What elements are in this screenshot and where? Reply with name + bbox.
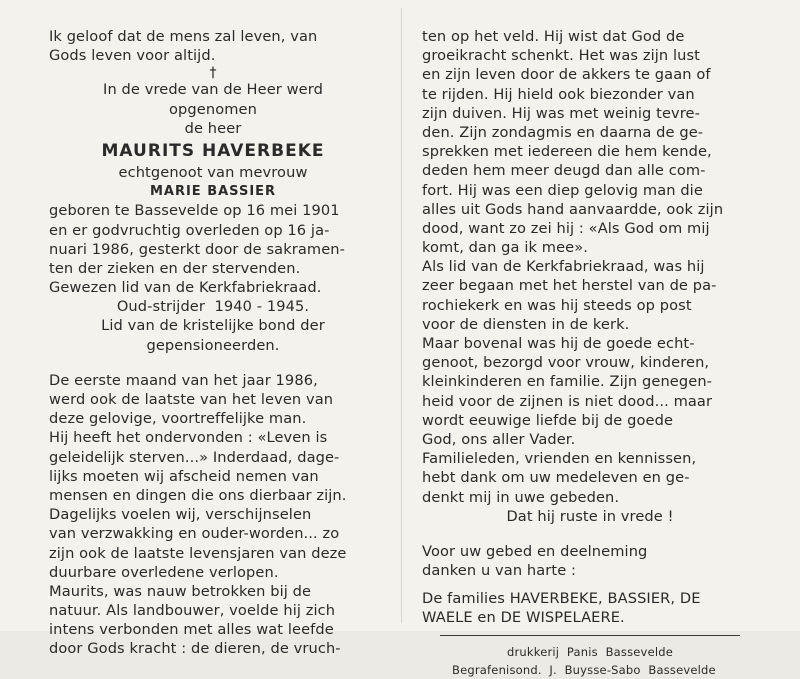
- memoir-line: zeer begaan met het herstel van de pa-: [422, 277, 717, 295]
- announce-line: opgenomen: [169, 100, 257, 118]
- bio-line: geboren te Bassevelde op 16 mei 1901: [49, 202, 340, 220]
- memoir-line: rochiekerk en was hij steeds op post: [422, 296, 692, 314]
- memoir-line: deden hem meer deugd dan alle com-: [422, 162, 706, 180]
- intro-line: Ik geloof dat de mens zal leven, van: [49, 28, 318, 45]
- divider-rule: [440, 635, 740, 636]
- families-line: WAELE en DE WISPELAERE.: [422, 609, 625, 627]
- spacer: [49, 355, 377, 371]
- memoir-line: fort. Hij was een diep gelovig man die: [422, 181, 703, 199]
- role-line: gepensioneerden.: [146, 336, 280, 354]
- funeral-home-credit: Begrafenisond. J. Buysse-Sabo Bassevelde: [452, 662, 716, 677]
- deceased-name: MAURITS HAVERBEKE: [101, 140, 325, 161]
- memoir-line: komt, dan ga ik mee».: [422, 239, 589, 257]
- memoir-line: mensen en dingen die ons dierbaar zijn.: [49, 486, 347, 504]
- memoir-line: denkt mij in uwe gebeden.: [422, 488, 620, 506]
- spouse-name: MARIE BASSIER: [149, 184, 277, 200]
- rest-in-peace: Dat hij ruste in vrede !: [506, 507, 674, 525]
- memoir-line: heid voor de zijnen is niet dood... maar: [422, 392, 713, 410]
- bio-line: nuari 1986, gesterkt door de sakramen-: [49, 240, 346, 258]
- announce-line: de heer: [184, 119, 242, 137]
- memoir-line: kleinkinderen en familie. Zijn genegen-: [422, 373, 713, 391]
- memoir-line: God, ons aller Vader.: [422, 430, 576, 448]
- memoir-line: voor de diensten in de kerk.: [422, 315, 630, 333]
- announce-line: In de vrede van de Heer werd: [103, 81, 323, 99]
- memoir-line: ten op het veld. Hij wist dat God de: [422, 28, 685, 45]
- role-line: Oud-strijder 1940 - 1945.: [116, 298, 310, 316]
- memoir-line: deze gelovige, voortreffelijke man.: [49, 410, 307, 428]
- memoir-line: zijn ook de laatste levensjaren van deze: [49, 544, 347, 562]
- memoir-line: dood, want zo zei hij : «Als God om mij: [422, 219, 710, 237]
- thanks-line: danken u van harte :: [422, 562, 577, 580]
- left-page: [49, 27, 377, 659]
- memoir-line: Maurits, was nauw betrokken bij de: [49, 582, 312, 600]
- memoir-line: hebt dank om uw medeleven en ge-: [422, 469, 690, 487]
- spacer: [422, 580, 758, 589]
- memoir-line: den. Zijn zondagmis en daarna de ge-: [422, 123, 704, 141]
- memoir-line: Familieleden, vrienden en kennissen,: [422, 450, 697, 468]
- families-line: De families HAVERBEKE, BASSIER, DE: [422, 590, 701, 608]
- memoir-line: geleidelijk sterven...» Inderdaad, dage-: [49, 448, 340, 466]
- spouse-intro: echtgenoot van mevrouw: [118, 163, 308, 181]
- memoir-line: zijn duiven. Hij was met weinig tevre-: [422, 104, 701, 122]
- right-page: [422, 27, 758, 679]
- memoir-line: De eerste maand van het jaar 1986,: [49, 371, 318, 389]
- memoir-line: intens verbonden met alles wat leefde: [49, 621, 334, 639]
- memoir-line: Dagelijks voelen wij, verschijnselen: [49, 506, 312, 524]
- thanks-line: Voor uw gebed en deelneming: [422, 542, 648, 560]
- intro-line: Gods leven voor altijd.: [49, 47, 216, 65]
- memoir-line: te rijden. Hij hield ook biezonder van: [422, 85, 695, 103]
- memoir-line: alles uit Gods hand aanvaardde, ook zijn: [422, 200, 724, 218]
- role-line: Gewezen lid van de Kerkfabriekraad.: [49, 279, 322, 297]
- memoir-line: door Gods kracht : de dieren, de vruch-: [49, 640, 341, 658]
- spacer: [422, 526, 758, 542]
- bio-line: en er godvruchtig overleden op 16 ja-: [49, 221, 330, 239]
- memoir-line: groeikracht schenkt. Het was zijn lust: [422, 47, 701, 65]
- center-fold: [401, 8, 402, 623]
- memoir-line: Maar bovenal was hij de goede echt-: [422, 335, 695, 352]
- memoir-line: werd ook de laatste van het leven van: [49, 391, 334, 408]
- memoir-line: wordt eeuwige liefde bij de goede: [422, 411, 674, 429]
- cross-symbol: †: [209, 65, 217, 82]
- memoir-line: Hij heeft het ondervonden : «Leven is: [49, 429, 328, 447]
- memoir-line: en zijn leven door de akkers te gaan of: [422, 66, 711, 84]
- memoir-line: van verzwakking en ouder-worden... zo: [49, 525, 340, 543]
- role-line: Lid van de kristelijke bond der: [101, 317, 325, 335]
- memoir-line: natuur. Als landbouwer, voelde hij zich: [49, 602, 336, 620]
- memoir-line: sprekken met iedereen die hem kende,: [422, 143, 712, 161]
- memoir-line: lijks moeten wij afscheid nemen van: [49, 467, 319, 485]
- printer-credit: drukkerij Panis Bassevelde: [506, 644, 674, 659]
- memoir-line: genoot, bezorgd voor vrouw, kinderen,: [422, 354, 710, 372]
- bio-line: ten der zieken en der stervenden.: [49, 259, 301, 277]
- memoir-line: Als lid van de Kerkfabriekraad, was hij: [422, 258, 705, 276]
- memoir-line: duurbare overledene verlopen.: [49, 563, 279, 581]
